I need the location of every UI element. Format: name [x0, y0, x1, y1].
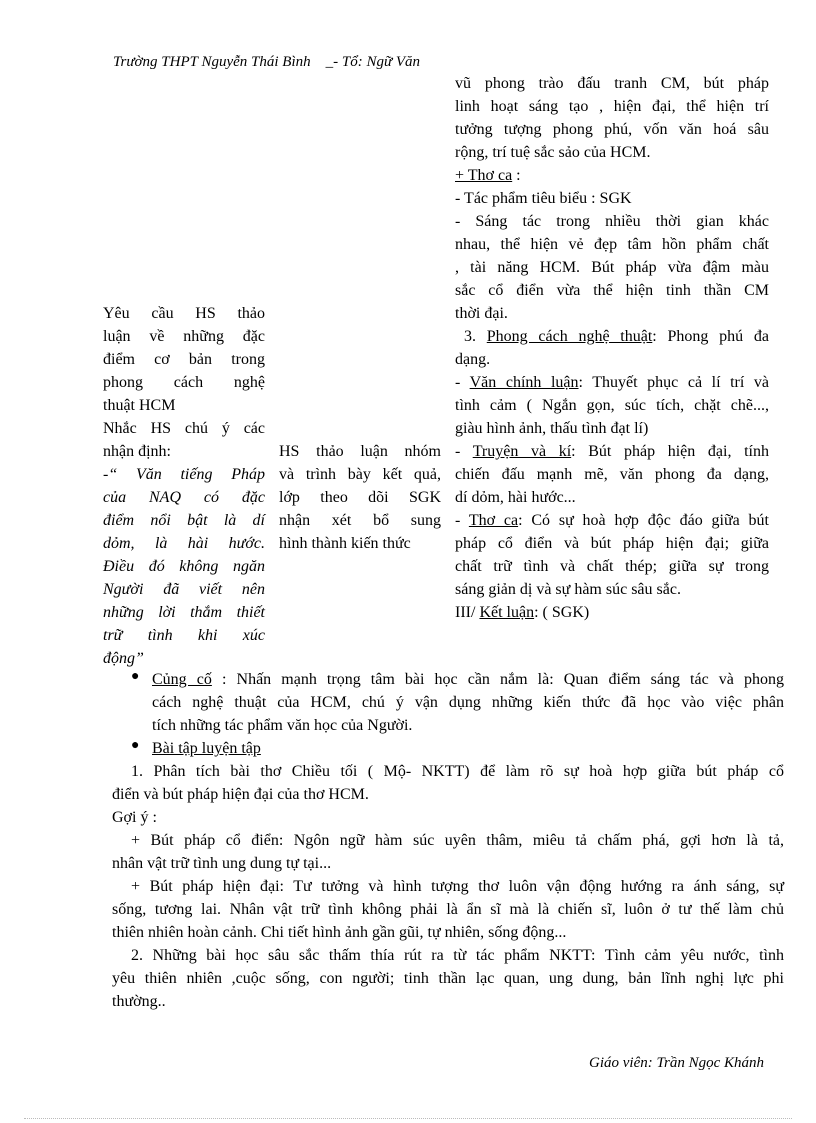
text-line: rộng, trí tuệ sắc sảo của HCM.: [455, 144, 651, 161]
text-line: Nhắc HS chú ý các: [103, 420, 265, 437]
text-line: hình thành kiến thức: [279, 535, 411, 552]
bullet-icon: ●: [131, 738, 140, 753]
quote-line: động”: [103, 650, 144, 667]
quote-line: của NAQ có đặc: [103, 489, 265, 506]
text-line: điểm cơ bản trong: [103, 351, 265, 368]
text-line: thuật HCM: [103, 397, 176, 414]
text-line: nhân vật trữ tình ung dung tự tại...: [112, 855, 332, 872]
quote-line: -“ Văn tiếng Pháp: [103, 466, 265, 483]
section-heading: Bài tập luyện tập: [152, 740, 261, 757]
quote-line: Người đã viết nên: [103, 581, 265, 598]
text-line: + Bút pháp hiện đại: Tư tưởng và hình tượng thơ luôn vận động hướng ra ánh sáng, sự: [131, 878, 784, 895]
text-line: vũ phong trào đấu tranh CM, bút pháp: [455, 75, 769, 92]
text-line: và trình bày kết quả,: [279, 466, 441, 483]
text-line: tình cảm ( Ngắn gọn, súc tích, chặt chẽ...,: [455, 397, 769, 414]
text-line: lớp theo dõi SGK: [279, 489, 441, 506]
text-line: dí dỏm, hài hước...: [455, 489, 576, 506]
text-line: giàu hình ảnh, thấu tình đạt lí): [455, 420, 649, 437]
text-line: sống, tương lai. Nhân vật trữ tình không phải là ẩn sĩ mà là chiến sĩ, luôn ở tư thế làm chủ: [112, 901, 784, 918]
text-line: - Tác phẩm tiêu biểu : SGK: [455, 190, 632, 207]
text-line: phong cách nghệ: [103, 374, 265, 391]
text-line: thời đại.: [455, 305, 508, 322]
text-line: thiên nhiên hoàn cảnh. Chi tiết hình ảnh gần gũi, tự nhiên, sống động...: [112, 924, 567, 941]
bullet-icon: ●: [131, 669, 140, 684]
text-line: + Bút pháp cổ điển: Ngôn ngữ hàm súc uyên thâm, miêu tả chấm phá, gợi hơn là tả,: [131, 832, 784, 849]
text-line: thường..: [112, 993, 166, 1010]
text-line: điển và bút pháp hiện đại của thơ HCM.: [112, 786, 369, 803]
text-line: 1. Phân tích bài thơ Chiều tối ( Mộ- NKTT) để làm rõ sự hoà hợp giữa bút pháp cổ: [131, 763, 784, 780]
text-line: nhau, thể hiện vẻ đẹp tâm hồn phẩm chất: [455, 236, 769, 253]
text-line: tưởng tượng phong phú, vốn văn hoá sâu: [455, 121, 769, 138]
text-line: yêu thiên nhiên ,cuộc sống, con người; tinh thần lạc quan, ung dung, bản lĩnh nghị lực phi: [112, 970, 784, 987]
quote-line: những lời thắm thiết: [103, 604, 265, 621]
quote-line: trữ tình khi xúc: [103, 627, 265, 644]
text-line: , tài năng HCM. Bút pháp vừa đậm màu: [455, 259, 769, 276]
page-divider: [24, 1118, 792, 1119]
text-line: luận về những đặc: [103, 328, 265, 345]
text-line: nhận xét bổ sung: [279, 512, 441, 529]
text-line: linh hoạt sáng tạo , hiện đại, thể hiện trí: [455, 98, 769, 115]
quote-line: Điều đó không ngăn: [103, 558, 265, 575]
school-name: Trường THPT Nguyễn Thái Bình: [113, 54, 311, 70]
text-line: - Văn chính luận: Thuyết phục cả lí trí và: [455, 374, 769, 391]
page-header: [113, 54, 420, 71]
text-line: sắc cổ điển vừa thể hiện tinh thần CM: [455, 282, 769, 299]
text-line: dạng.: [455, 351, 491, 368]
text-line: Yêu cầu HS thảo: [103, 305, 265, 322]
text-line: 2. Những bài học sâu sắc thấm thía rút ra từ tác phẩm NKTT: Tình cảm yêu nước, tình: [131, 947, 784, 964]
text-line: pháp cổ điển và bút pháp hiện đại; giữa: [455, 535, 769, 552]
text-line: Gợi ý :: [112, 809, 157, 826]
text-line: tích những tác phẩm văn học của Người.: [152, 717, 413, 734]
text-line: cách nghệ thuật của HCM, chú ý vận dụng những kiến thức đã học vào việc phân: [152, 694, 784, 711]
text-line: - Thơ ca: Có sự hoà hợp độc đáo giữa bút: [455, 512, 770, 529]
department-name: _- Tổ: Ngữ Văn: [325, 54, 421, 70]
text-line: - Truyện và kí: Bút pháp hiện đại, tính: [455, 443, 769, 460]
text-line: sáng giản dị và sự hàm súc sâu sắc.: [455, 581, 681, 598]
section-heading: + Thơ ca :: [455, 167, 521, 184]
text-line: chiến đấu mạnh mẽ, văn phong đa dạng,: [455, 466, 769, 483]
text-line: - Sáng tác trong nhiều thời gian khác: [455, 213, 769, 230]
text-line: nhận định:: [103, 443, 171, 460]
text-line: chất trữ tình và chất thép; giữa sự trong: [455, 558, 769, 575]
teacher-signature: Giáo viên: Trần Ngọc Khánh: [589, 1055, 764, 1071]
quote-line: điểm nổi bật là dí: [103, 512, 265, 529]
text-line: Củng cố : Nhấn mạnh trọng tâm bài học cần nắm là: Quan điểm sáng tác và phong: [152, 671, 784, 688]
section-heading: 3. Phong cách nghệ thuật: Phong phú đa: [464, 328, 769, 345]
section-heading: III/ Kết luận: ( SGK): [455, 604, 590, 621]
text-line: HS thảo luận nhóm: [279, 443, 441, 460]
quote-line: dỏm, là hài hước.: [103, 535, 265, 552]
